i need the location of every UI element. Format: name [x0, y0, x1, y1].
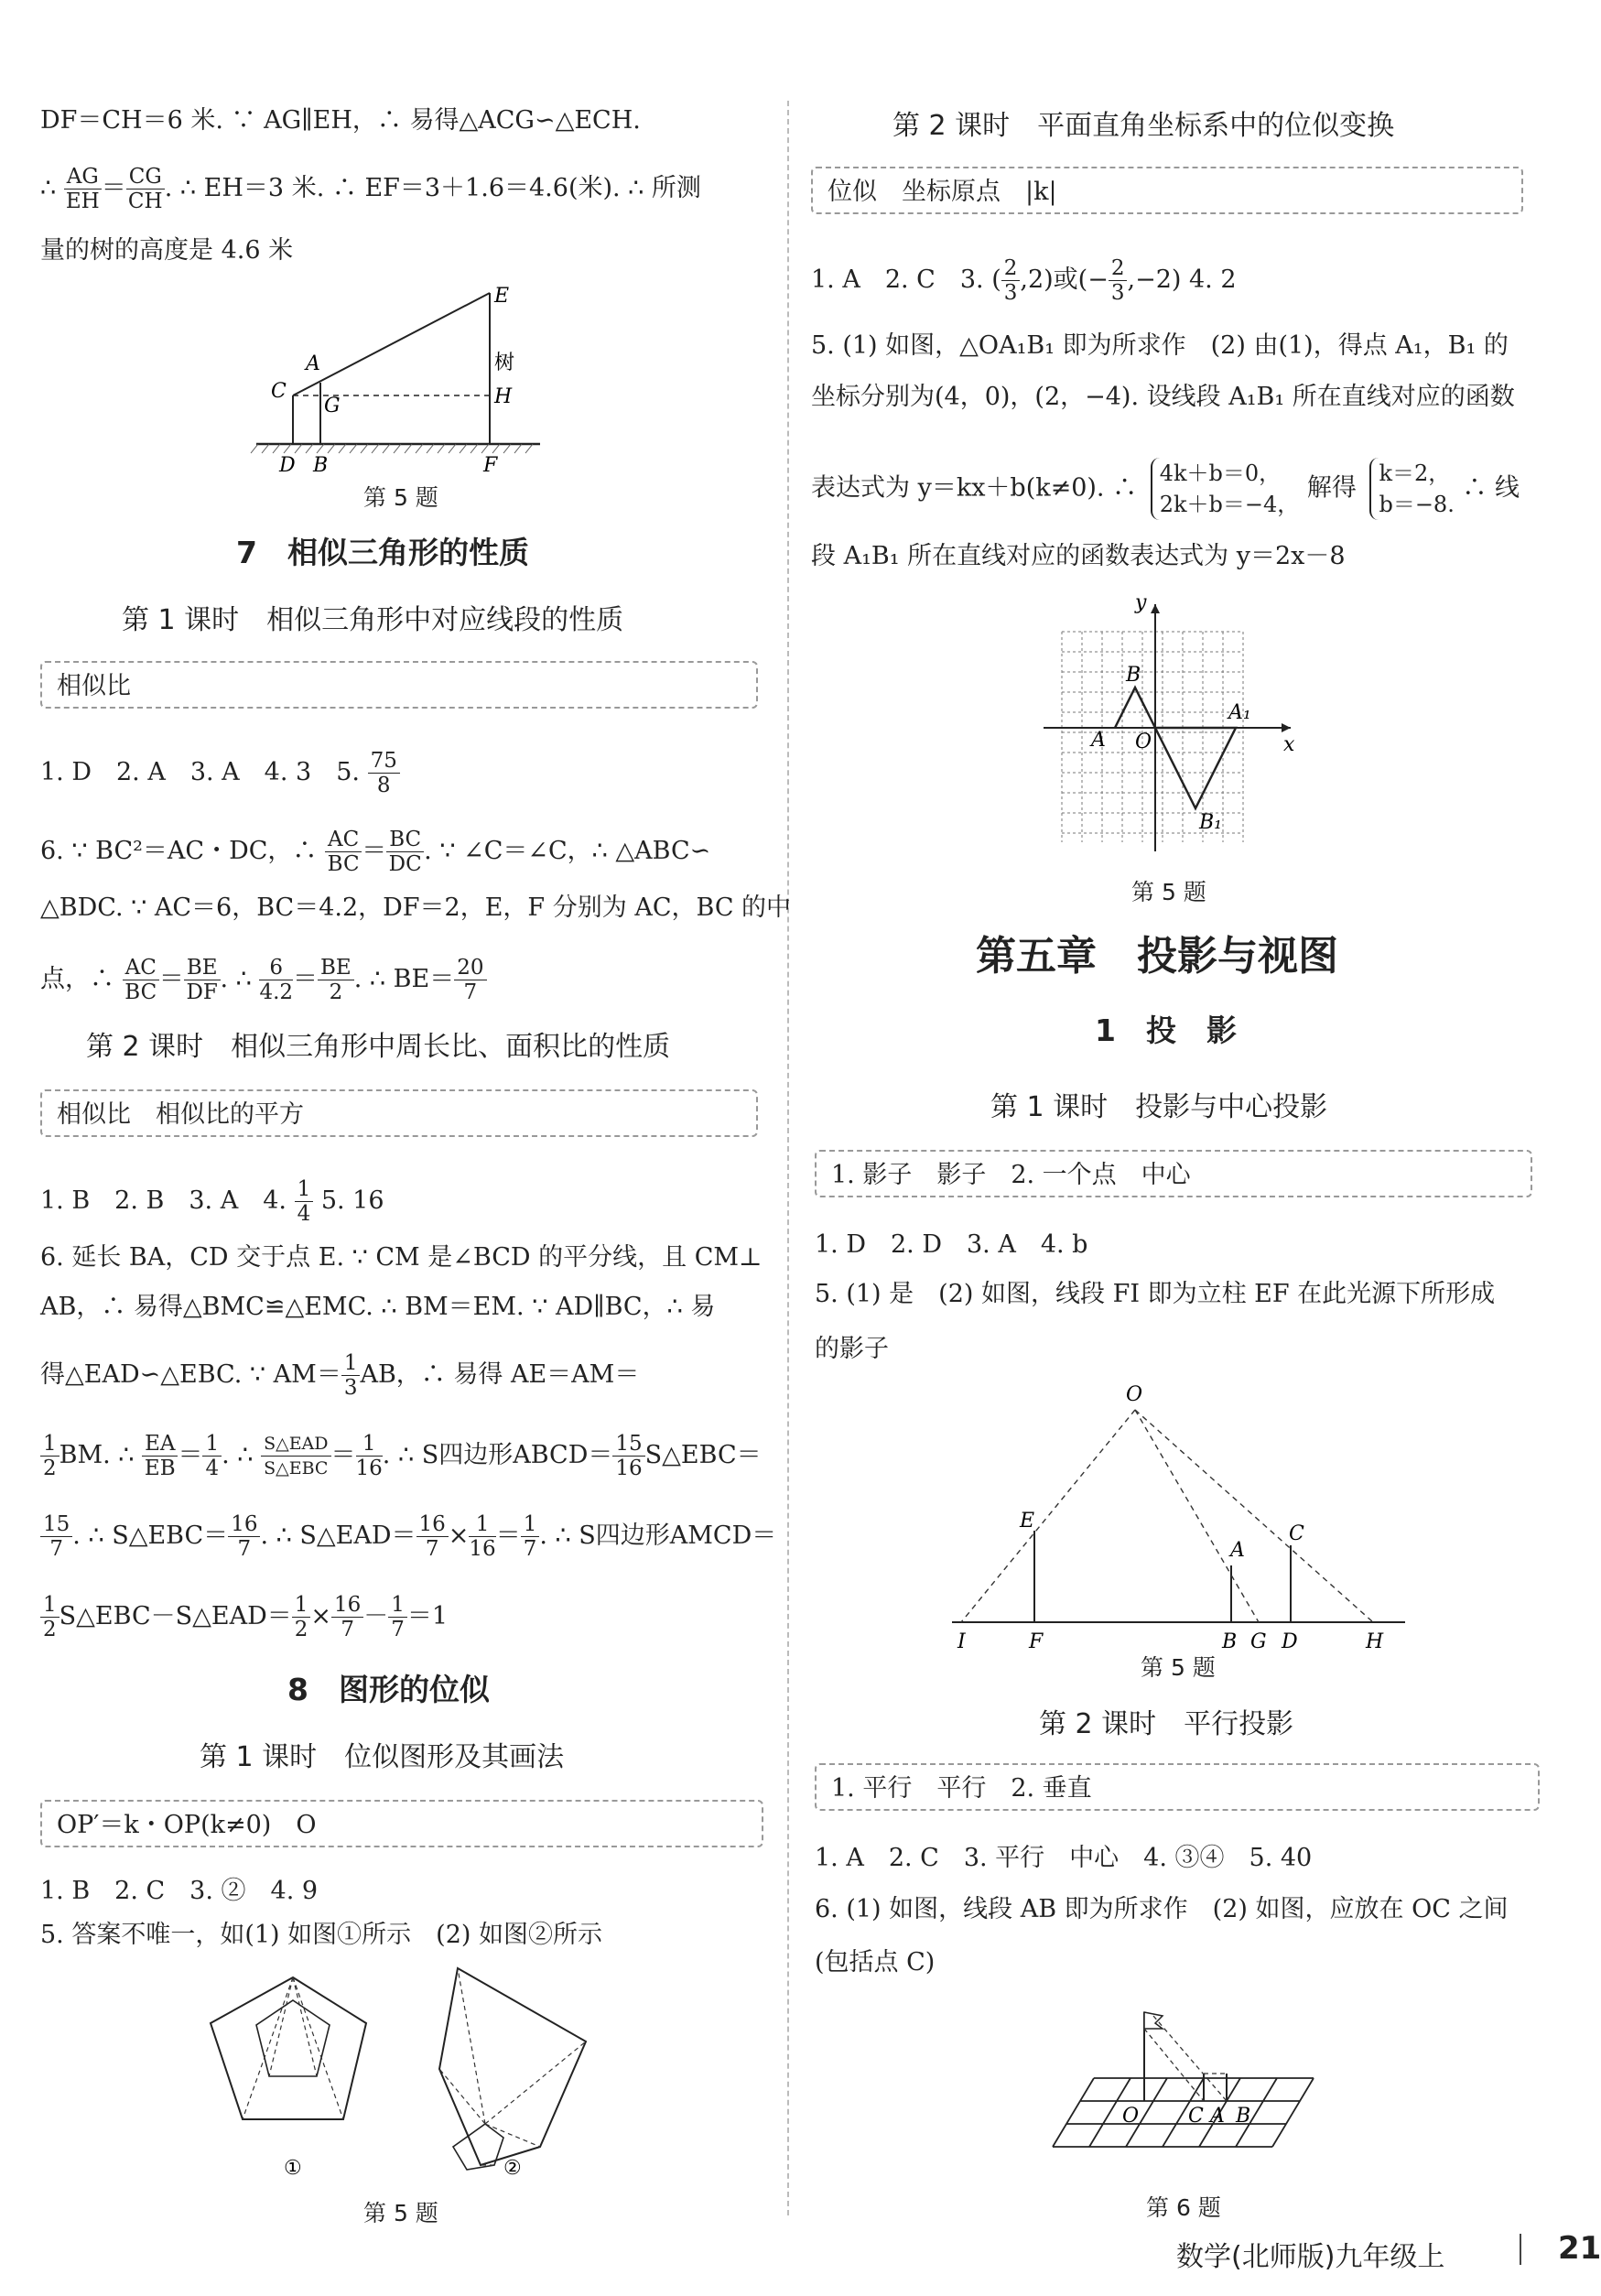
figure-caption: 第 5 题 [363, 2200, 438, 2226]
label-D: D [1282, 1630, 1298, 1653]
label-H: H [494, 385, 513, 408]
text-line: (包括点 C) [815, 1948, 936, 1977]
label-E: E [494, 285, 510, 308]
label-C: C [1289, 1522, 1304, 1545]
label-O: O [1135, 731, 1152, 753]
text-line: 量的树的高度是 4.6 米 [40, 236, 294, 265]
answers-line: 1. B 2. C 3. ② 4. 9 [40, 1877, 319, 1905]
key-points-box: 1. 影子 影子 2. 一个点 中心 [815, 1150, 1532, 1197]
label-D: D [279, 454, 296, 477]
label-A: A [1091, 729, 1106, 752]
lesson-heading: 第 2 课时 平行投影 [1039, 1708, 1294, 1740]
footer-book-title: 数学(北师版)九年级上 [1176, 2241, 1445, 2273]
text-line: $\frac{15}{7}$ . ∴ S△EBC＝ $\frac{16}{7}$ . ∴ S△EAD＝ $\frac{16}{7}$ × $\frac{1}{16}$ ＝ $\frac{1}{7}$ . ∴ S四边形AMCD＝ [40, 1512, 776, 1561]
label-B: B [313, 454, 329, 477]
label-H: H [1366, 1630, 1384, 1653]
text-line: 6. (1) 如图，线段 AB 即为所求作 (2) 如图，应放在 OC 之间 [815, 1895, 1509, 1923]
text-line: 得△EAD∽△EBC. ∵ AM＝ $\frac{1}{3}$ AB，∴ 易得 AE＝AM＝ [40, 1351, 640, 1400]
figure-caption: 第 5 题 [1141, 1654, 1216, 1681]
answers-line: 1. A 2. C 3. 平行 中心 4. ③④ 5. 40 [815, 1844, 1313, 1872]
figure-tree-diagram [247, 275, 558, 494]
text-line: 坐标分别为(4，0)，(2，−4). 设线段 A₁B₁ 所在直线对应的函数 [811, 383, 1515, 411]
text-line: 5. (1) 是 (2) 如图，线段 FI 即为立柱 EF 在此光源下所形成 [815, 1280, 1496, 1308]
key-points-box: 1. 平行 平行 2. 垂直 [815, 1763, 1540, 1811]
answers-line: 1. B 2. B 3. A 4. $\frac{1}{4}$ 5. 16 [40, 1177, 384, 1226]
figure-pentagons [192, 1959, 632, 2225]
column-divider [787, 101, 789, 2215]
text-line: 表达式为 y＝kx＋b(k≠0). ∴ 4k＋b＝0， 2k＋b＝−4， 解得 k＝2， b＝−8. ∴ 线 [811, 458, 1520, 520]
text-line: AB，∴ 易得△BMC≌△EMC. ∴ BM＝EM. ∵ AD∥BC，∴ 易 [40, 1293, 716, 1321]
text-line: 6. 延长 BA，CD 交于点 E. ∵ CM 是∠BCD 的平分线，且 CM⊥ [40, 1243, 763, 1272]
section-heading: 8 图形的位似 [287, 1672, 490, 1707]
lesson-heading: 第 1 课时 投影与中心投影 [990, 1091, 1328, 1123]
label-B: B [1236, 2105, 1251, 2128]
figure-caption: 第 5 题 [1131, 879, 1206, 905]
label-F: F [483, 454, 498, 477]
figure-coordinate-grid [1034, 586, 1309, 861]
label-G: G [324, 395, 341, 417]
key-points-box: 位似 坐标原点 |k| [811, 167, 1523, 214]
answers-line: 1. D 2. D 3. A 4. b [815, 1230, 1088, 1259]
label-E: E [1020, 1510, 1035, 1532]
text-line: $\frac{1}{2}$ BM. ∴ $\frac{EA}{EB}$ ＝ $\frac{1}{4}$ . ∴ $\frac{\text{S△EAD}}{\text{S△EBC}}$ ＝ $\frac{1}{16}$ . ∴ S四边形ABCD＝ $\frac{15}{16}$ S△EBC＝ [40, 1432, 762, 1480]
label-A1: A₁ [1228, 701, 1251, 724]
label-figure-1: ① [284, 2157, 302, 2180]
key-points-box: 相似比 相似比的平方 [40, 1089, 758, 1137]
text-line: 的影子 [815, 1335, 889, 1363]
lesson-heading: 第 2 课时 相似三角形中周长比、面积比的性质 [86, 1031, 671, 1063]
answers-line: 1. D 2. A 3. A 4. 3 5. $\frac{75}{8}$ [40, 749, 400, 797]
figure-central-projection [943, 1373, 1419, 1657]
text-line: $\frac{1}{2}$ S△EBC－S△EAD＝ $\frac{1}{2}$ × $\frac{16}{7}$ － $\frac{1}{7}$ ＝1 [40, 1593, 448, 1641]
label-B: B [1222, 1630, 1238, 1653]
text-line: 段 A₁B₁ 所在直线对应的函数表达式为 y＝2x－8 [811, 542, 1346, 570]
text-line: 点，∴ $\frac{AC}{BC}$ ＝ $\frac{BE}{DF}$ . ∴ $\frac{6}{4.2}$ ＝ $\frac{BE}{2}$ . ∴ BE＝ $\frac{20}{7}$ [40, 956, 487, 1004]
chapter-heading: 第五章 投影与视图 [976, 933, 1338, 980]
figure-parallel-projection [1034, 1996, 1336, 2197]
label-y-axis: y [1135, 591, 1147, 614]
label-x-axis: x [1283, 733, 1295, 756]
figure-caption: 第 6 题 [1146, 2194, 1221, 2221]
fraction: $\frac{AG}{EH}$ [64, 165, 102, 213]
fraction: $\frac{75}{8}$ [368, 749, 400, 797]
text-line: DF＝CH＝6 米. ∵ AG∥EH，∴ 易得△ACG∽△ECH. [40, 106, 641, 135]
key-points-box: OP′＝k・OP(k≠0) O [40, 1800, 763, 1847]
label-C: C [271, 380, 287, 403]
label-I: I [957, 1630, 966, 1653]
text-line: 5. 答案不唯一，如(1) 如图①所示 (2) 如图②所示 [40, 1921, 602, 1949]
label-O: O [1122, 2105, 1140, 2128]
footer-separator [1520, 2234, 1521, 2265]
lesson-heading: 第 2 课时 平面直角坐标系中的位似变换 [892, 110, 1395, 142]
label-tree: 树 [494, 352, 515, 374]
section-heading: 7 相似三角形的性质 [236, 535, 529, 570]
text-line: △BDC. ∵ AC＝6，BC＝4.2，DF＝2，E，F 分别为 AC，BC 的中 [40, 893, 792, 922]
text-line: 5. (1) 如图，△OA₁B₁ 即为所求作 (2) 由(1)，得点 A₁，B₁ 的 [811, 331, 1509, 360]
label-B: B [1126, 664, 1141, 687]
label-F: F [1029, 1630, 1044, 1653]
label-B1: B₁ [1199, 811, 1222, 834]
answers-line: 1. A 2. C 3. ( $\frac{2}{3}$ ,2)或(− $\frac{2}{3}$ ,−2) 4. 2 [811, 256, 1237, 305]
label-A: A [1210, 2105, 1225, 2128]
label-A: A [1230, 1539, 1245, 1562]
lesson-heading: 第 1 课时 位似图形及其画法 [200, 1741, 565, 1773]
text-line: 6. ∵ BC²＝AC・DC，∴ $\frac{AC}{BC}$ ＝ $\frac{BC}{DC}$ . ∵ ∠C＝∠C，∴ △ABC∽ [40, 828, 711, 876]
label-C: C [1188, 2105, 1204, 2128]
label-figure-2: ② [503, 2157, 522, 2180]
fraction: $\frac{CG}{CH}$ [126, 165, 165, 213]
label-A: A [306, 352, 320, 375]
label-O: O [1126, 1383, 1143, 1406]
page-number: 21 [1558, 2230, 1601, 2267]
figure-caption: 第 5 题 [363, 484, 438, 511]
lesson-heading: 第 1 课时 相似三角形中对应线段的性质 [122, 604, 624, 636]
label-G: G [1250, 1630, 1267, 1653]
section-heading: 1 投 影 [1095, 1013, 1237, 1048]
text-line: ∴ $\frac{AG}{EH}$ ＝ $\frac{CG}{CH}$ . ∴ EH＝3 米. ∴ EF＝3＋1.6＝4.6(米). ∴ 所测 [40, 165, 701, 213]
key-points-box: 相似比 [40, 661, 758, 709]
